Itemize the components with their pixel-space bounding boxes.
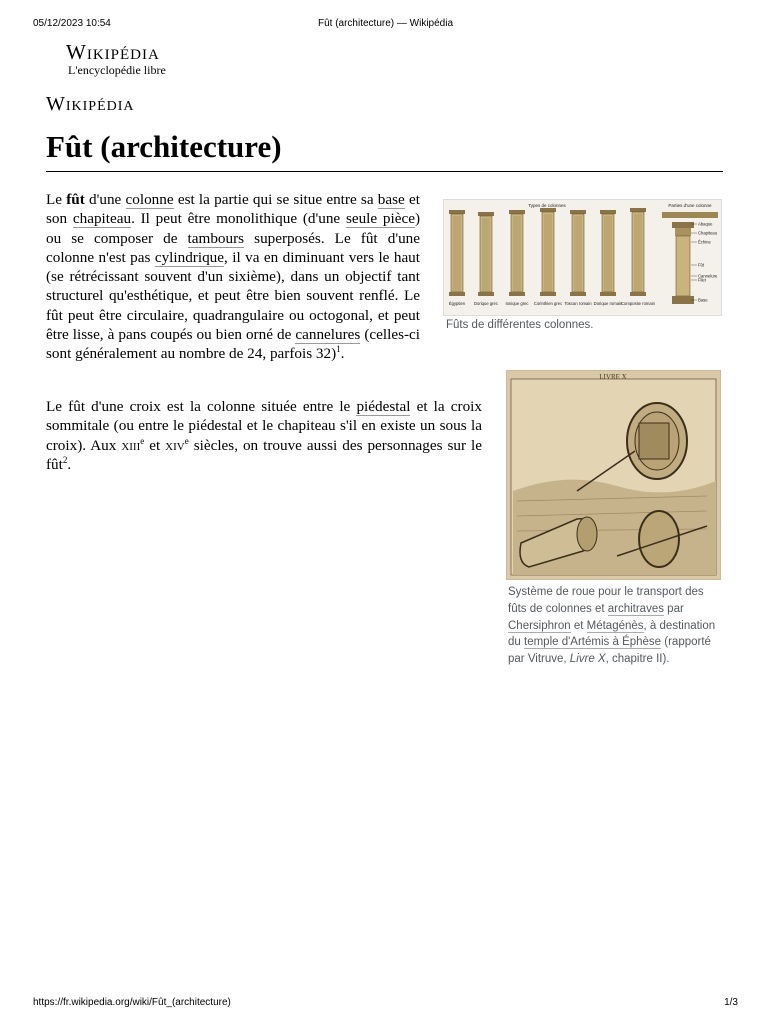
article-link[interactable]: temple d'Artémis à Éphèse xyxy=(524,636,662,649)
logo-tagline: L'encyclopédie libre xyxy=(68,63,166,77)
column-type-label: Corinthien grec xyxy=(533,301,563,306)
article-link[interactable]: chapiteau xyxy=(72,210,132,228)
column-shaft xyxy=(451,214,463,292)
column-type-label: Dorique romain xyxy=(593,301,623,306)
column-part-label: Cannelure xyxy=(698,273,718,279)
column-base xyxy=(509,292,525,296)
column-type-label: Composite romain xyxy=(621,301,655,306)
column-capital xyxy=(540,208,556,212)
article-link[interactable]: cannelures xyxy=(295,326,361,344)
column-shaft xyxy=(632,212,644,292)
column-type-label: Égyptien xyxy=(448,301,466,306)
column-base xyxy=(478,292,494,296)
column-shaft xyxy=(480,216,492,292)
column-part-label: Abaque xyxy=(698,221,713,227)
base xyxy=(672,296,694,304)
article-link[interactable]: base xyxy=(377,191,405,208)
wikipedia-wordmark: Wikipédia xyxy=(46,93,135,115)
wheel-transport-engraving xyxy=(507,371,720,579)
reference-marker[interactable]: 1 xyxy=(336,344,341,355)
century-numeral: xiv xyxy=(165,436,185,454)
column-capital xyxy=(509,210,525,214)
column-part-label: Échine xyxy=(698,239,711,245)
columns-figure[interactable] xyxy=(443,199,722,316)
column-capital xyxy=(630,208,646,212)
print-page-number: 1/3 xyxy=(724,997,738,1008)
wheel-transport-figure[interactable] xyxy=(506,370,721,580)
chapiteau xyxy=(675,228,691,236)
column-capital xyxy=(600,210,616,214)
column-part-label: Filet xyxy=(698,277,706,283)
column-capital xyxy=(570,210,586,214)
column-shaft xyxy=(572,214,584,292)
article-link[interactable]: seule pièce xyxy=(345,210,415,228)
column-base xyxy=(540,292,556,296)
page-title: Fût (architecture) xyxy=(46,126,723,172)
article-link[interactable]: Chersiphron xyxy=(508,619,571,632)
column-type-label: Dorique grec xyxy=(474,301,498,306)
columns-types-label: Types de colonnes xyxy=(528,203,566,208)
print-title: Fût (architecture) — Wikipédia xyxy=(317,18,454,29)
fut xyxy=(676,236,690,296)
reference-marker[interactable]: 2 xyxy=(62,454,68,465)
wheel-transport-caption: Système de roue pour le transport des fûts de colonnes et architraves par Chersiphron et Métagénès, à destination du temple d'Artémis à Éphèse (rapporté par Vitruve, Livre X, chapitre II). xyxy=(508,586,716,666)
article-link[interactable]: colonne xyxy=(125,191,174,208)
article-link[interactable]: Métagénès xyxy=(586,619,644,632)
column-base xyxy=(570,292,586,296)
article-link[interactable]: architraves xyxy=(607,602,664,615)
article-link[interactable]: cylindrique xyxy=(154,248,225,266)
column-base xyxy=(600,292,616,296)
italic-text: Livre X xyxy=(569,653,606,666)
print-datetime: 05/12/2023 10:54 xyxy=(33,18,111,29)
century-numeral: xiii xyxy=(121,436,141,454)
abaque xyxy=(672,222,694,228)
columns-illustration xyxy=(444,200,721,315)
entablature xyxy=(662,212,718,218)
column-type-label: Toscan romain xyxy=(564,301,592,306)
reference-marker[interactable]: e xyxy=(140,435,145,446)
print-url: https://fr.wikipedia.org/wiki/Fût_(architecture) xyxy=(33,997,231,1008)
reference-marker[interactable]: e xyxy=(184,435,189,446)
article-link[interactable]: tambours xyxy=(187,229,245,247)
column-type-label: Ionique grec xyxy=(505,301,529,306)
column-base xyxy=(449,292,465,296)
column-part-label: Chapiteau xyxy=(698,230,718,236)
column-capital xyxy=(449,210,465,214)
columns-figure-caption: Fûts de différentes colonnes. xyxy=(446,319,594,331)
column-part-label: Base xyxy=(698,297,708,303)
columns-parts-label: Parties d'une colonne xyxy=(668,203,712,208)
column-part-label: Fût xyxy=(698,262,705,268)
column-base xyxy=(630,292,646,296)
bold-term: fût xyxy=(66,191,85,208)
article-paragraph-2: Le fût d'une croix est la colonne située entre le piédestal et la croix sommitale (ou entre le piédestal et le chapiteau s'il en existe un sous la croix). Aux xiii$^e$ et xiv$^e$ siècles, on trouve aussi des personnages sur le fût$^2$. xyxy=(46,398,482,473)
column-shaft xyxy=(511,214,523,292)
article-link[interactable]: piédestal xyxy=(356,398,411,415)
wikipedia-logo[interactable] xyxy=(66,40,166,78)
logo-wordmark: Wikipédia xyxy=(66,40,160,64)
column-capital xyxy=(478,212,494,216)
column-shaft xyxy=(602,214,614,292)
article-paragraph-1: Le fût d'une colonne est la partie qui se situe entre sa base et son chapiteau. Il peut être monolithique (d'une seule pièce) ou se composer de tambours superposés. Le fût d'une colonne n'est pas cylindrique, il va en diminuant vers le haut (se rétrécissant souvent d'un sixième), dans un objectif tant structurel qu'esthétique, et peut être bien souvent renflé. Le fût peut être circulaire, quadrangulaire ou octogonal, et peut être lisse, à pans coupés ou bien orné de cannelures (celles-ci sont généralement au nombre de 24, parfois 32)$^1$. xyxy=(46,191,421,363)
column-shaft xyxy=(542,212,554,292)
engraving-header: LIVRE X xyxy=(599,373,627,381)
